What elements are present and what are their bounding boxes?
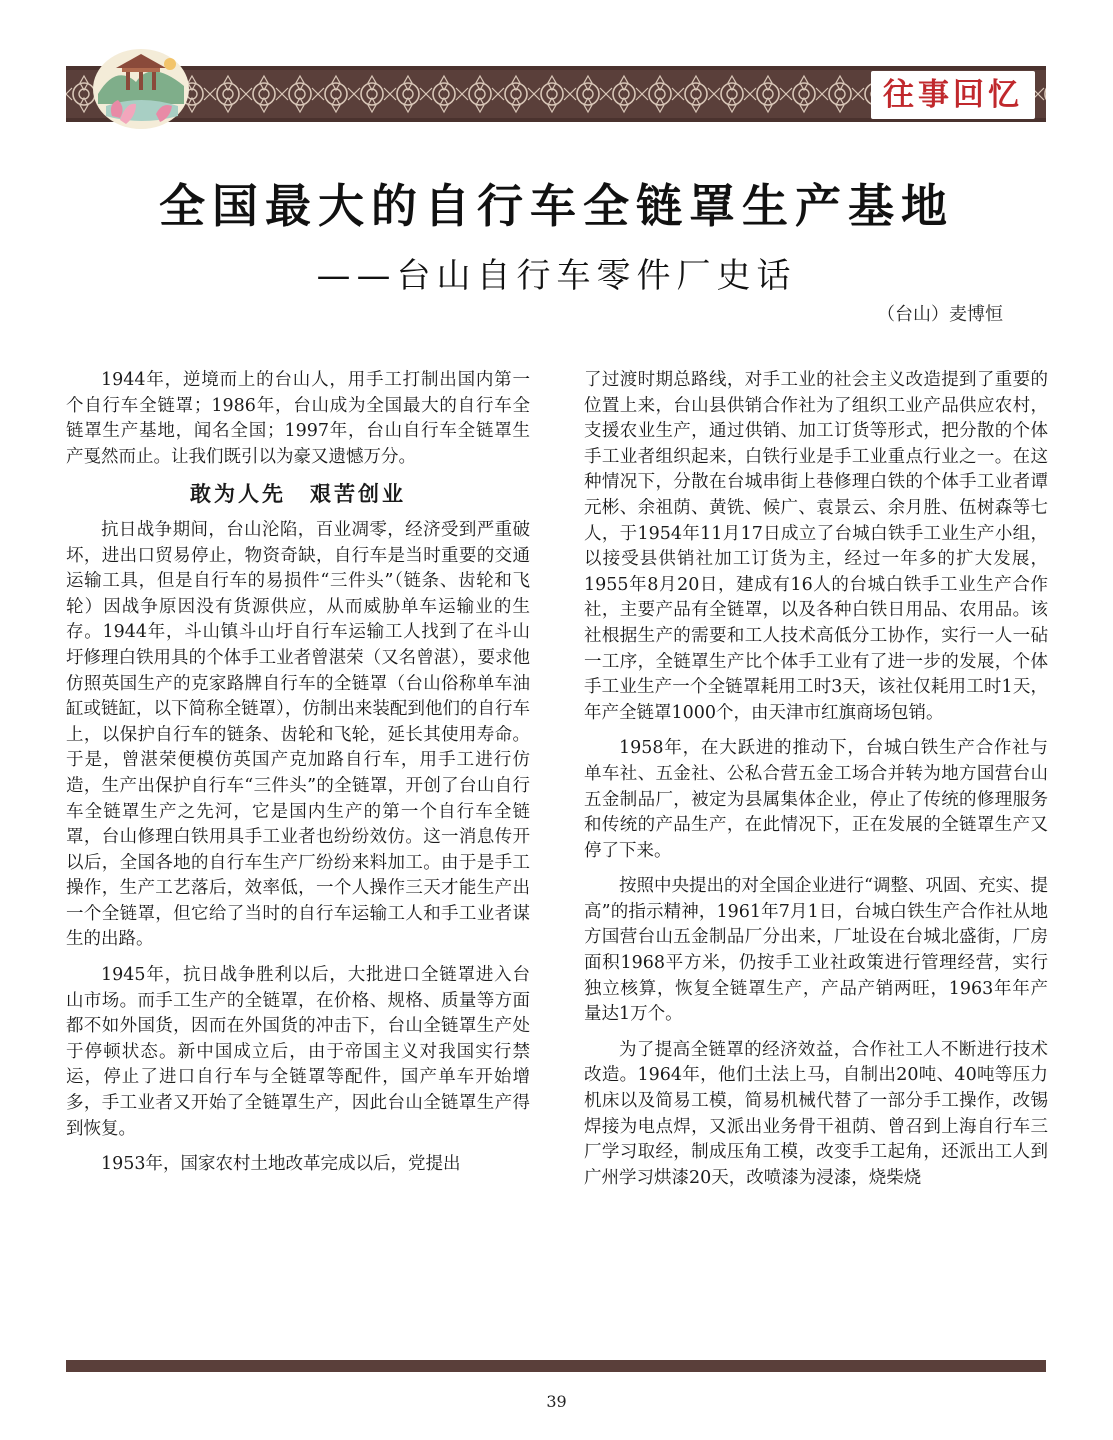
paragraph: 1945年，抗日战争胜利以后，大批进口全链罩进入台山市场。而手工生产的全链罩，在价格、规格、质量等方面都不如外国货，因而在外国货的冲击下，台山全链罩生产处于停顿状态。新中国成立后，由于帝国主义对我国实行禁运，停止了进口自行车与全链罩等配件，国产单车开始增多，手工业者又开始了全链罩生产，因此台山全链罩生产得到恢复。 (66, 965, 530, 1139)
paragraph: 了过渡时期总路线，对手工业的社会主义改造提到了重要的位置上来，台山县供销合作社为了组织工业产品供应农村，支援农业生产，通过供销、加工订货等形式，把分散的个体手工业者组织起来，白铁行业是手工业重点行业之一。在这种情况下，分散在台城串街上巷修理白铁的个体手工业者谭元彬、余祖荫、黄铣、候广、袁景云、余月胜、伍树森等七人，于1954年11月17日成立了台城白铁手工业生产小组，以接受县供销社加工订货为主，经过一年多的扩大发展，1955年8月20日，建成有16人的台城白铁手工业生产合作社，主要产品有全链罩，以及各种白铁日用品、农用品。该社根据生产的需要和工人技术高低分工协作，实行一人一砧一工序，全链罩生产比个体手工业有了进一步的发展，个体手工业生产一个全链罩耗用工时3天，该社仅耗用工时1天，年产全链罩1000个，由天津市红旗商场包销。 (584, 370, 1048, 723)
paragraph: 按照中央提出的对全国企业进行“调整、巩固、充实、提高”的指示精神，1961年7月1日，台城白铁生产合作社从地方国营台山五金制品厂分出来，厂址设在台城北盛街，厂房面积1968平方米，仍按手工业社政策进行管理经营，实行独立核算，恢复全链罩生产，产品产销两旺，1963年年产量达1万个。 (584, 876, 1048, 1025)
article-subtitle: ——台山自行车零件厂史话 (316, 256, 797, 296)
right-column (584, 368, 1048, 1201)
paragraph: 1953年，国家农村土地改革完成以后，党提出 (101, 1154, 461, 1175)
footer-rule (66, 1360, 1046, 1372)
section-heading: 敢为人先 艰苦创业 (190, 482, 406, 507)
article-author: （台山）麦博恒 (877, 304, 1003, 325)
paragraph: 为了提高全链罩的经济效益，合作社工人不断进行技术改造。1964年，他们土法上马，自制出20吨、40吨等压力机床以及简易工模，简易机械代替了一部分手工操作，改锡焊接为电点焊，又派出业务骨干祖荫、曾召到上海自行车三厂学习取经，制成压角工模，改变手工起角，还派出工人到广州学习烘漆20天，改喷漆为浸漆，烧柴烧 (584, 1039, 1048, 1188)
left-column (66, 368, 530, 1188)
page-number: 39 (546, 1392, 567, 1411)
pavilion-lotus-icon (86, 34, 196, 134)
paragraph: 抗日战争期间，台山沦陷，百业凋零，经济受到严重破坏，进出口贸易停止，物资奇缺，自行车是当时重要的交通运输工具，但是自行车的易损件“三件头”（链条、齿轮和飞轮）因战争原因没有货源供应，从而威胁单车运输业的生存。1944年，斗山镇斗山圩自行车运输工人找到了在斗山圩修理白铁用具的个体手工业者曾湛荣（又名曾湛），要求他仿照英国生产的克家路牌自行车的全链罩（台山俗称单车油缸或链缸，以下简称全链罩），仿制出来装配到他们的自行车上，以保护自行车的链条、齿轮和飞轮，延长其使用寿命。于是，曾湛荣便模仿英国产克加路自行车，用手工进行仿造，生产出保护自行车“三件头”的全链罩，开创了台山自行车全链罩生产之先河，它是国内生产的第一个自行车全链罩，台山修理白铁用具手工业者也纷纷效仿。这一消息传开以后，全国各地的自行车生产厂纷纷来料加工。由于是手工操作，生产工艺落后，效率低，一个人操作三天才能生产出一个全链罩，但它给了当时的自行车运输工人和手工业者谋生的出路。 (66, 519, 530, 950)
paragraph: 1944年，逆境而上的台山人，用手工打制出国内第一个自行车全链罩；1986年，台山成为全国最大的自行车全链罩生产基地，闻名全国；1997年，台山自行车全链罩生产戛然而止。让我们既引以为豪又遗憾万分。 (66, 370, 530, 467)
section-label: 往事回忆 (871, 71, 1035, 119)
paragraph: 1958年，在大跃进的推动下，台城白铁生产合作社与单车社、五金社、公私合营五金工场合并转为地方国营台山五金制品厂，被定为县属集体企业，停止了传统的修理服务和传统的产品生产，在此情况下，正在发展的全链罩生产又停了下来。 (584, 738, 1048, 861)
article-title: 全国最大的自行车全链罩生产基地 (159, 179, 954, 233)
